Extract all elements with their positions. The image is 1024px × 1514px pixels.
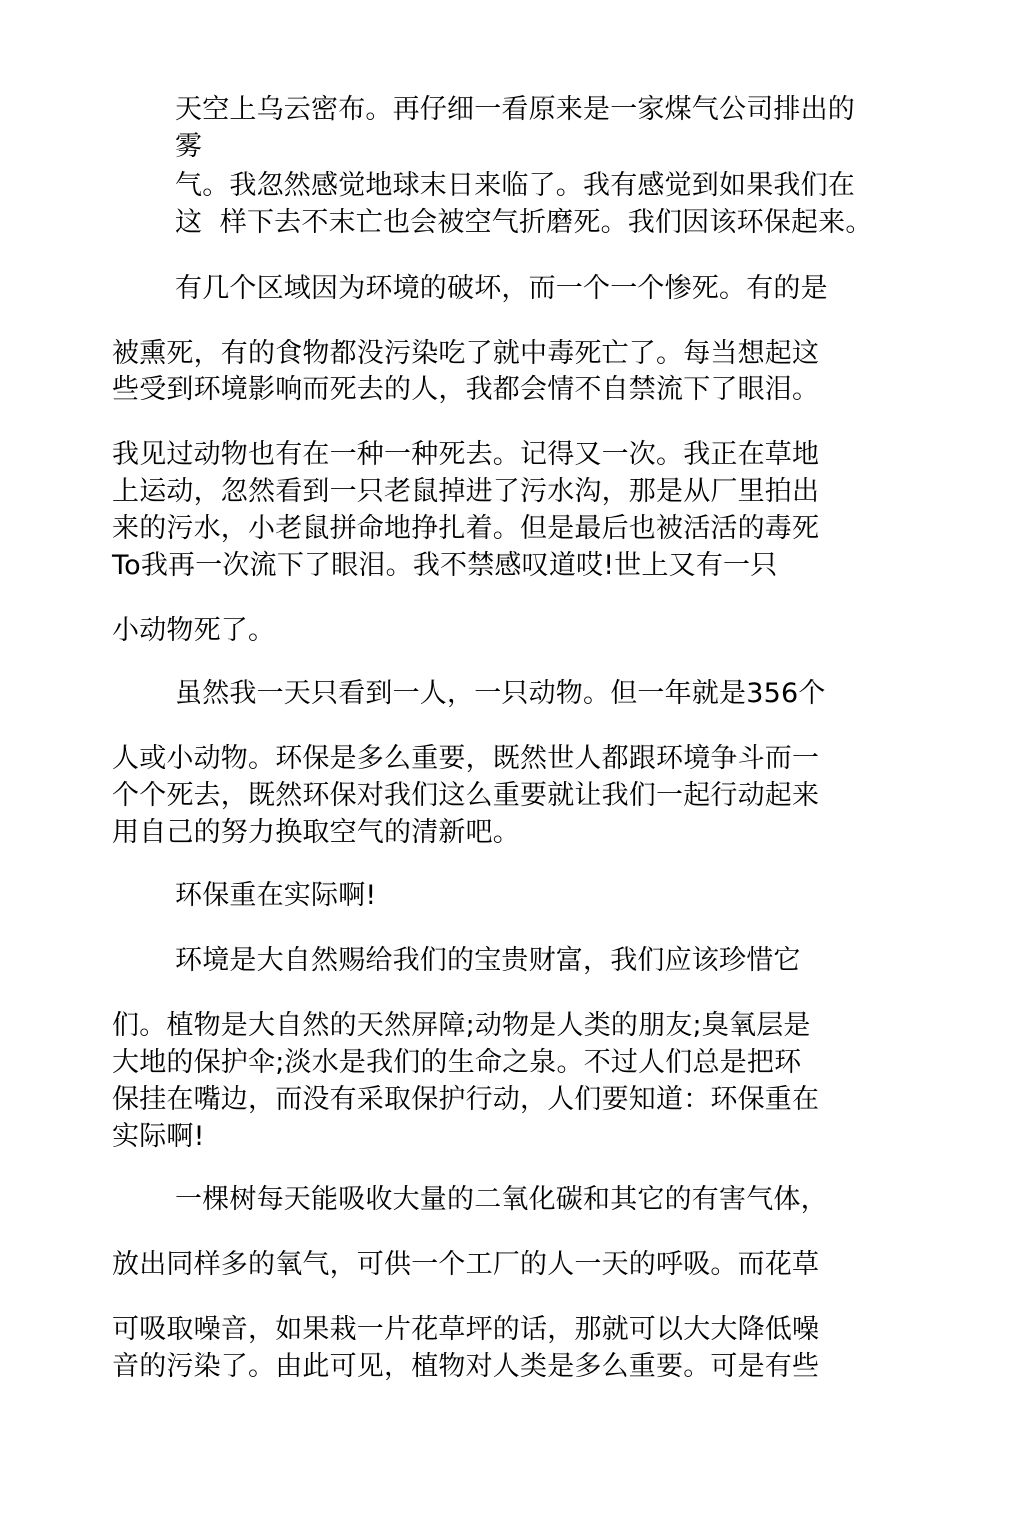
text-line: 天空上乌云密布。再仔细一看原来是一家煤气公司排出的 — [175, 94, 855, 125]
text-line: 放出同样多的氧气，可供一个工厂的人一天的呼吸。而花草 — [112, 1249, 820, 1280]
text-line: 保挂在嘴边，而没有采取保护行动，人们要知道：环保重在 — [112, 1084, 820, 1115]
text-line: 大地的保护伞;淡水是我们的生命之泉。不过人们总是把环 — [112, 1047, 802, 1078]
text-line: 实际啊! — [112, 1121, 205, 1152]
text-line: 音的污染了。由此可见，植物对人类是多么重要。可是有些 — [112, 1351, 820, 1382]
text-line: 一棵树每天能吸收大量的二氧化碳和其它的有害气体， — [175, 1184, 828, 1215]
text-line: 被熏死，有的食物都没污染吃了就中毒死亡了。每当想起这 — [112, 338, 820, 369]
text-line: 这 样下去不末亡也会被空气折磨死。我们因该环保起来。 — [175, 207, 873, 238]
text-line: 上运动，忽然看到一只老鼠掉进了污水沟，那是从厂里拍出 — [112, 476, 820, 507]
text-line: 气。我忽然感觉地球末日来临了。我有感觉到如果我们在 — [175, 170, 855, 201]
text-line: 雾 — [175, 131, 203, 162]
text-line: 些受到环境影响而死去的人，我都会情不自禁流下了眼泪。 — [112, 374, 820, 405]
text-line: 环境是大自然赐给我们的宝贵财富，我们应该珍惜它 — [175, 945, 801, 976]
text-line: 人或小动物。环保是多么重要，既然世人都跟环境争斗而一 — [112, 743, 820, 774]
text-line: 可吸取噪音，如果栽一片花草坪的话，那就可以大大降低噪 — [112, 1314, 820, 1345]
text-line: 小动物死了。 — [112, 615, 276, 646]
text-line: 个个死去，既然环保对我们这么重要就让我们一起行动起来 — [112, 780, 820, 811]
text-line: 用自己的努力换取空气的清新吧。 — [112, 817, 520, 848]
text-line: To我再一次流下了眼泪。我不禁感叹道哎!世上又有一只 — [112, 550, 778, 581]
text-line: 来的污水，小老鼠拼命地挣扎着。但是最后也被活活的毒死 — [112, 513, 820, 544]
text-line: 环保重在实际啊! — [175, 880, 377, 911]
text-line: 有几个区域因为环境的破坏，而一个一个惨死。有的是 — [175, 273, 828, 304]
text-line: 们。植物是大自然的天然屏障;动物是人类的朋友;臭氧层是 — [112, 1010, 811, 1041]
text-line: 虽然我一天只看到一人，一只动物。但一年就是356个 — [175, 678, 826, 709]
text-line: 我见过动物也有在一种一种死去。记得又一次。我正在草地 — [112, 439, 820, 470]
